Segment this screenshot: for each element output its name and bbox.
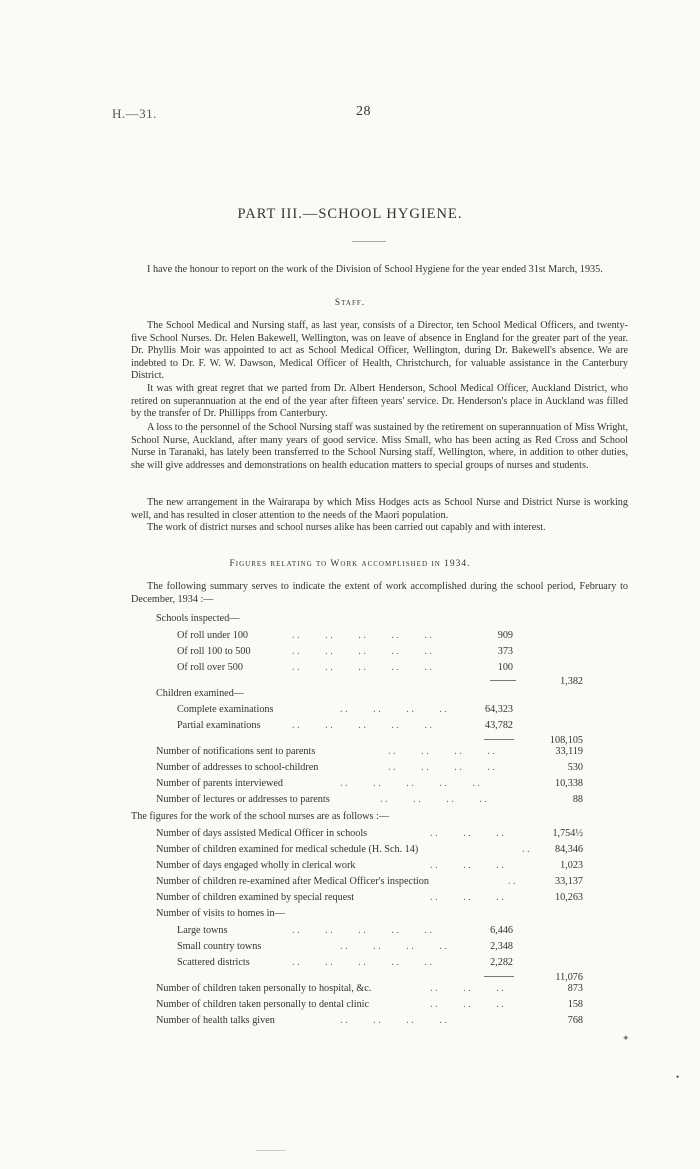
figures-heading: Figures relating to Work accomplished in 1934.	[229, 559, 471, 569]
table-row: Number of children taken personally to hospital, &c. . . . . . . 873	[156, 983, 583, 994]
table-row: Number of children re-examined after Medical Officer's inspection . . 33,137	[156, 876, 583, 887]
table-row: Number of lectures or addresses to parents . . . . . . . . 88	[156, 794, 583, 805]
table-row: Number of health talks given . . . . . . . . 768	[156, 1015, 583, 1026]
intro-paragraph: I have the honour to report on the work of the Division of School Hygiene for the year ended 31st March, 1935.	[147, 264, 603, 275]
table-row: Of roll 100 to 500 . . . . . . . . . . 373	[177, 646, 513, 657]
table-row: Scattered districts . . . . . . . . . . 2,282	[177, 957, 513, 968]
table-row: Partial examinations . . . . . . . . . . 43,782	[177, 720, 513, 731]
table-row: Number of children examined for medical schedule (H. Sch. 14) . . 84,346	[156, 844, 583, 855]
staff-heading: Staff.	[334, 298, 366, 308]
table-row: Number of addresses to school-children . . . . . . . . 530	[156, 762, 583, 773]
staff-paragraph-3: A loss to the personnel of the School Nursing staff was sustained by the retirement on superannuation of Miss Wright, School Nurse, Auckland, after many years of good service. Miss Small, who has been acting as Red Cross and School Nurse in Taranaki, has lately been transferred to the School Nursing staff, Wellington, where, in addition to other duties, she will give addresses and demonstrations on health education matters to special groups of nurses and students.	[131, 422, 628, 471]
table-row: Number of parents interviewed . . . . . . . . . . 10,338	[156, 778, 583, 789]
scan-mark: ✦	[622, 1033, 630, 1043]
table-row: Number of days assisted Medical Officer in schools . . . . . . 1,754½	[156, 828, 583, 839]
staff-paragraph-1: The School Medical and Nursing staff, as last year, consists of a Director, ten School Medical Officers, and twenty-five School Nurses. Dr. Helen Bakewell, Wellington, was on leave of absence in England for the greater part of the year. Dr. Phyllis Moir was appointed to act as School Medical Officer, Wellington, during Dr. Bakewell's absence. We are indebted to Dr. F. W. W. Dawson, Medical Officer of Health, Christchurch, for valuable assistance in the Canterbury District.	[131, 320, 628, 381]
part-title: PART III.—SCHOOL HYGIENE.	[237, 206, 463, 222]
visits-total-row: 11,076	[555, 972, 583, 983]
figures-intro: The following summary serves to indicate the extent of work accomplished during the school period, February to December, 1934 :—	[131, 581, 628, 605]
table-row: Of roll under 100 . . . . . . . . . . 909	[177, 630, 513, 641]
scan-mark	[256, 1150, 286, 1151]
children-total-row: 108,105	[549, 735, 583, 746]
table-row: Number of notifications sent to parents . . . . . . . . 33,119	[156, 746, 583, 757]
table-row: Of roll over 500 . . . . . . . . . . 100	[177, 662, 513, 673]
title-divider	[352, 241, 386, 242]
staff-paragraph-4: The new arrangement in the Wairarapa by which Miss Hodges acts as School Nurse and District Nurse is working well, and has resulted in closer attention to the needs of the Maori population.	[131, 497, 628, 521]
table-row: Large towns . . . . . . . . . . 6,446	[177, 925, 513, 936]
table-row: Complete examinations . . . . . . . . 64,323	[177, 704, 513, 715]
table-row: Small country towns . . . . . . . . 2,348	[177, 941, 513, 952]
table-row: Number of children taken personally to dental clinic . . . . . . 158	[156, 999, 583, 1010]
scan-mark: •	[676, 1072, 680, 1082]
table-row: Number of children examined by special request . . . . . . 10,263	[156, 892, 583, 903]
staff-paragraph-2: It was with great regret that we parted from Dr. Albert Henderson, School Medical Officer, Auckland District, who retired on superannuation at the end of the year after fifteen years' service. Dr. Henderson's place in Auckland was filled by the transfer of Dr. Phillipps from Canterbury.	[131, 383, 628, 419]
staff-paragraph-5: The work of district nurses and school nurses alike has been carried out capably and with interest.	[147, 522, 546, 533]
page-number: 28	[356, 104, 371, 119]
document-reference: H.—31.	[112, 106, 157, 121]
table-row: Number of days engaged wholly in clerical work . . . . . . 1,023	[156, 860, 583, 871]
schools-total-row: 1,382	[560, 676, 583, 687]
